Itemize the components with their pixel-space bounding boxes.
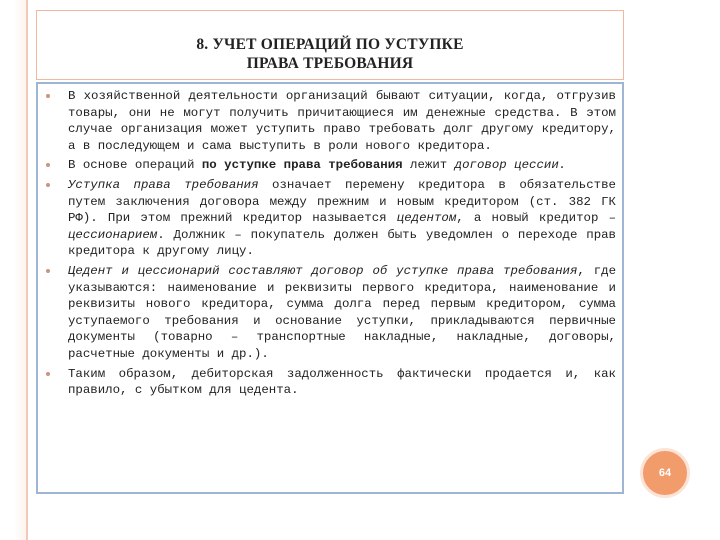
list-item <box>46 366 616 399</box>
bullet-list <box>46 88 616 402</box>
list-item <box>46 177 616 260</box>
item-text: , а новый кредитор – <box>456 211 617 226</box>
content-box <box>36 82 624 494</box>
title-line-1: 8. УЧЕТ ОПЕРАЦИЙ ПО УСТУПКЕ <box>196 36 464 53</box>
bullet-icon <box>46 183 50 187</box>
item-italic-term: цессионарием <box>68 227 158 242</box>
list-item <box>46 263 616 363</box>
left-decorative-border <box>14 0 28 540</box>
list-item <box>46 157 616 174</box>
item-text: лежит <box>402 158 455 173</box>
page-number-badge <box>640 448 690 498</box>
bullet-icon <box>46 269 50 273</box>
title-box <box>36 10 624 80</box>
item-bold-term: по уступке права требования <box>201 158 403 173</box>
bullet-icon <box>46 163 50 167</box>
list-item <box>46 88 616 154</box>
item-text: . Должник – покупатель должен быть уведомлен о переходе прав кредитора к другому лицу. <box>68 227 616 259</box>
page-number: 64 <box>658 467 672 479</box>
item-text: , где указываются: наименование и реквизиты первого кредитора, наименование и реквизиты нового кредитора, сумма долга перед первым кредитором, сумма уступаемого требования и основание уступки, прикладываются первичные документы (товарно – транспортные накладные, накладные, договоры, расчетные документы и др.). <box>68 263 617 361</box>
item-italic-term: цедентом <box>396 211 457 226</box>
page-title <box>37 35 623 73</box>
item-italic-term: договор цессии. <box>454 158 567 173</box>
bullet-icon <box>46 94 50 98</box>
title-line-2: ПРАВА ТРЕБОВАНИЯ <box>246 55 414 72</box>
item-text: В хозяйственной деятельности организаций бывают ситуации, когда, отгрузив товары, они не могут получить причитающиеся им денежные средства. В этом случае организация может уступить право требовать долг другому кредитору, а в последующем и сама выступить в роли нового кредитора. <box>68 89 616 153</box>
item-text: означает перемену кредитора в обязательстве путем заключения договора между прежним и новым кредитором (ст. 382 ГК РФ). При этом прежний кредитор называется <box>68 177 616 226</box>
bullet-icon <box>46 372 50 376</box>
item-text: В основе операций <box>68 158 202 173</box>
item-italic-term: Уступка права требования <box>68 177 259 192</box>
item-text: Таким образом, дебиторская задолженность фактически продается и, как правило, с убытком для цедента. <box>68 366 616 398</box>
item-italic-term: Цедент и цессионарий составляют договор об уступке права требования <box>68 263 578 278</box>
